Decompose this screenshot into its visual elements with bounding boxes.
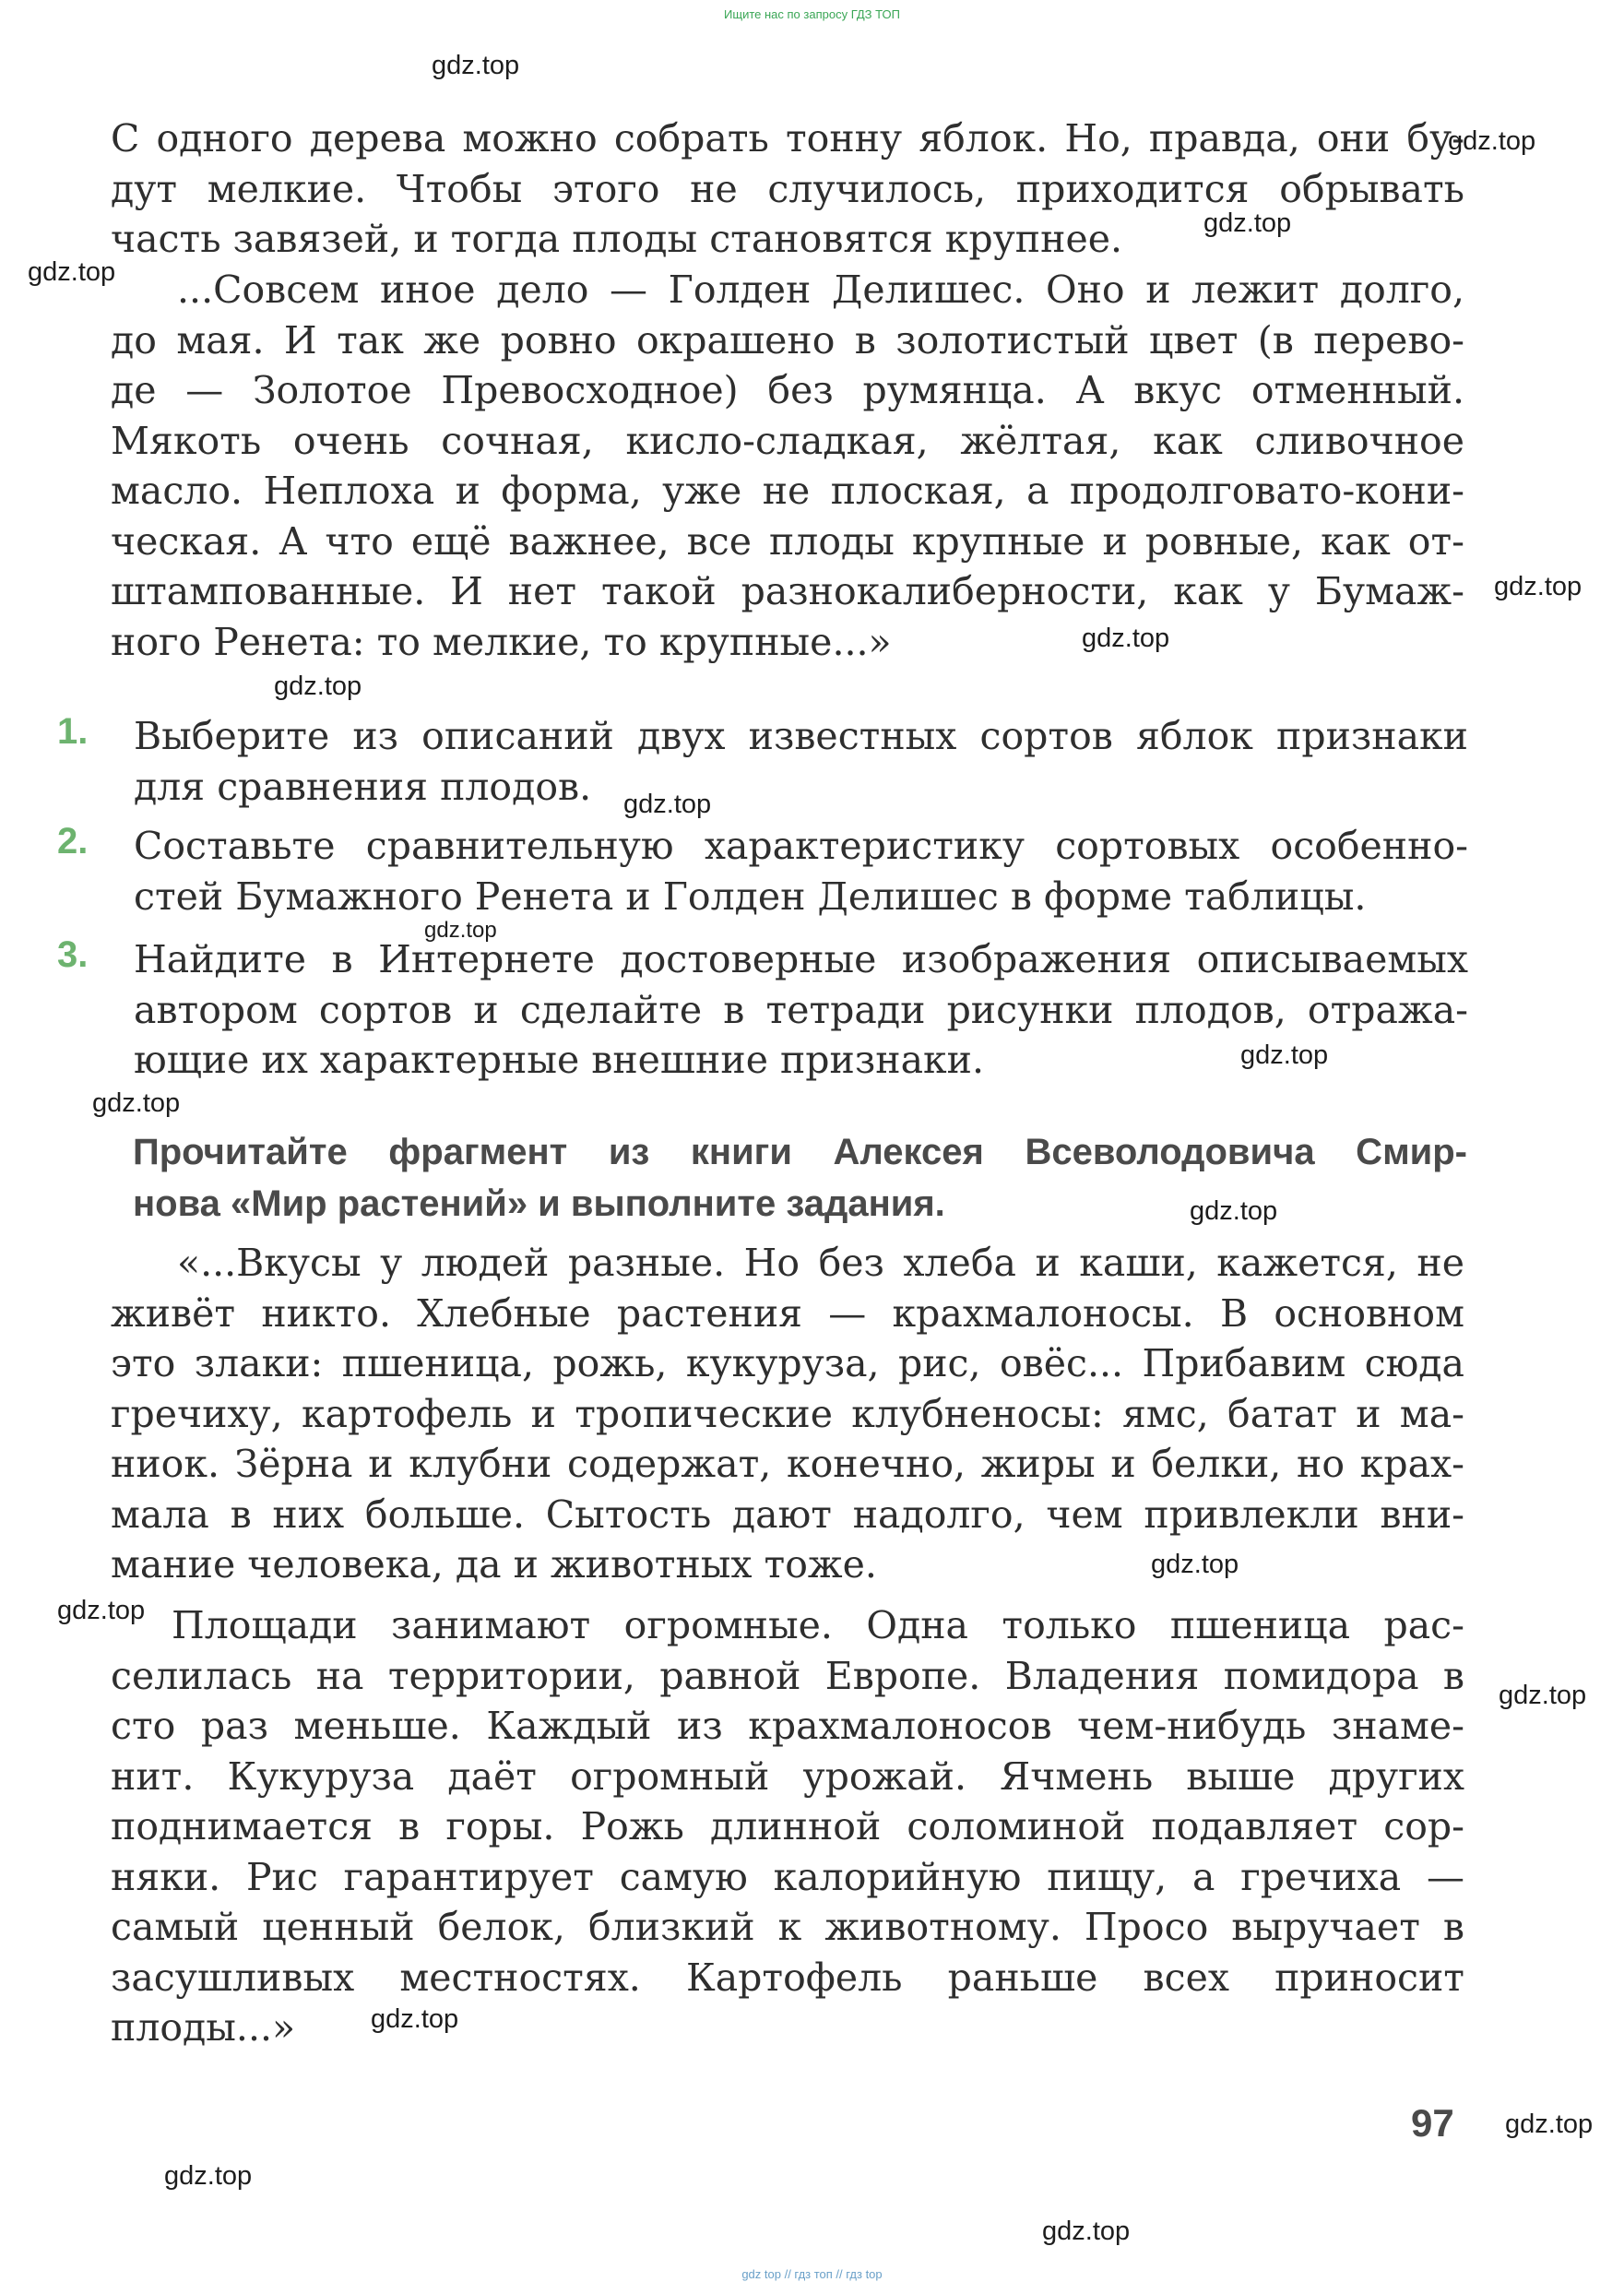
watermark: gdz.top: [432, 51, 520, 80]
watermark: gdz.top: [371, 2004, 459, 2034]
text-line: «...Вкусы у людей разные. Но без хлеба и каши, кажется, не: [177, 1241, 1464, 1285]
paragraph-golden-delicious: [111, 265, 1464, 667]
heading-line: нова «Мир растений» и выполните задания.: [133, 1183, 945, 1224]
text-line: плоды...»: [111, 2005, 296, 2050]
watermark: gdz.top: [164, 2161, 253, 2191]
page-number: 97: [1411, 2101, 1454, 2145]
text-line: ющие их характерные внешние признаки.: [134, 1038, 984, 1082]
task-text: [134, 711, 1468, 812]
text-line: поднимается в горы. Рожь длинной соломиной подавляет сор-: [111, 1804, 1464, 1848]
text-line: живёт никто. Хлебные растения — крахмалоносы. В основном: [111, 1290, 1464, 1336]
task-text: [134, 821, 1468, 921]
text-line: гречиху, картофель и тропические клубненосы: ямс, батат и ма-: [111, 1391, 1464, 1436]
task-number: 1.: [57, 711, 89, 752]
watermark: gdz.top: [1448, 126, 1536, 156]
text-line: стей Бумажного Ренета и Голден Делишес в форме таблицы.: [134, 874, 1367, 919]
text-line: няки. Рис гарантирует самую калорийную пищу, а гречиха —: [111, 1854, 1464, 1899]
text-line: часть завязей, и тогда плоды становятся крупнее.: [111, 217, 1123, 261]
text-line: ного Ренета: то мелкие, то крупные...»: [111, 619, 892, 664]
task-number: 3.: [57, 934, 89, 975]
watermark: gdz.top: [1190, 1196, 1278, 1226]
task-number: 2.: [57, 821, 89, 862]
text-line: засушливых местностях. Картофель раньше всех приносит: [111, 1955, 1464, 2000]
watermark: gdz.top: [1505, 2110, 1594, 2139]
watermark: gdz.top: [28, 257, 116, 287]
paragraph-cultivated-areas: [111, 1600, 1464, 2053]
heading-line: Прочитайте фрагмент из книги Алексея Всеволодовича Смир-: [133, 1132, 1467, 1172]
watermark: gdz.top: [1494, 572, 1583, 601]
text-line: Составьте сравнительную характеристику сортовых особенно-: [134, 824, 1468, 868]
watermark: gdz.top: [1499, 1681, 1587, 1710]
watermark: gdz.top: [1082, 624, 1170, 653]
text-line: дут мелкие. Чтобы этого не случилось, приходится обрывать: [111, 166, 1464, 211]
watermark: gdz.top: [1151, 1550, 1239, 1579]
text-line: это злаки: пшеница, рожь, кукуруза, рис, овёс... Прибавим сюда: [111, 1341, 1464, 1385]
watermark: gdz.top: [1203, 208, 1292, 238]
paragraph-starch-plants: [111, 1238, 1464, 1590]
text-line: до мая. И так же ровно окрашено в золотистый цвет (в перево-: [111, 317, 1464, 363]
watermark: gdz.top: [57, 1596, 146, 1625]
watermark: gdz.top: [274, 672, 362, 701]
text-line: ...Совсем иное дело — Голден Делишес. Оно и лежит долго,: [177, 267, 1464, 312]
text-line: автором сортов и сделайте в тетради рисунки плодов, отража-: [134, 987, 1468, 1032]
text-line: для сравнения плодов.: [134, 764, 592, 809]
text-line: сто раз меньше. Каждый из крахмалоносов чем-нибудь знаме-: [111, 1704, 1464, 1748]
watermark: gdz.top: [1042, 2217, 1131, 2246]
text-line: селилась на территории, равной Европе. Владения помидора в: [111, 1653, 1464, 1698]
watermark: gdz.top: [623, 790, 712, 819]
text-line: штампованные. И нет такой разнокалиберности, как у Бумаж-: [111, 569, 1464, 613]
watermark: gdz.top: [1240, 1040, 1329, 1070]
text-line: самый ценный белок, близкий к животному. Просо выручает в: [111, 1905, 1464, 1949]
text-line: Мякоть очень сочная, кисло-сладкая, жёлтая, как сливочное: [111, 418, 1464, 463]
text-line: Найдите в Интернете достоверные изображения описываемых: [134, 937, 1468, 981]
text-line: С одного дерева можно собрать тонну яблок. Но, правда, они бу-: [111, 116, 1464, 160]
paragraph-apple-yield: [111, 113, 1464, 265]
text-line: Выберите из описаний двух известных сортов яблок признаки: [134, 714, 1468, 758]
text-line: мание человека, да и животных тоже.: [111, 1542, 877, 1587]
text-line: де — Золотое Превосходное) без румянца. А вкус отменный.: [111, 368, 1464, 412]
text-line: мала в них больше. Сытость дают надолго, чем привлекли вни-: [111, 1492, 1464, 1537]
top-banner: Ищите нас по запросу ГДЗ ТОП: [724, 7, 900, 21]
text-line: ческая. А что ещё важнее, все плоды крупные и ровные, как от-: [111, 518, 1464, 564]
text-line: Площади занимают огромные. Одна только пшеница рас-: [172, 1603, 1464, 1647]
text-line: нит. Кукуруза даёт огромный урожай. Ячмень выше других: [111, 1753, 1464, 1799]
text-line: масло. Неплоха и форма, уже не плоская, а продолговато-кони-: [111, 469, 1464, 513]
text-line: ниок. Зёрна и клубни содержат, конечно, жиры и белки, но крах-: [111, 1442, 1464, 1486]
watermark: gdz.top: [424, 918, 497, 943]
watermark: gdz.top: [92, 1088, 181, 1118]
bottom-banner: gdz top // гдз топ // гдз top: [741, 2267, 883, 2281]
